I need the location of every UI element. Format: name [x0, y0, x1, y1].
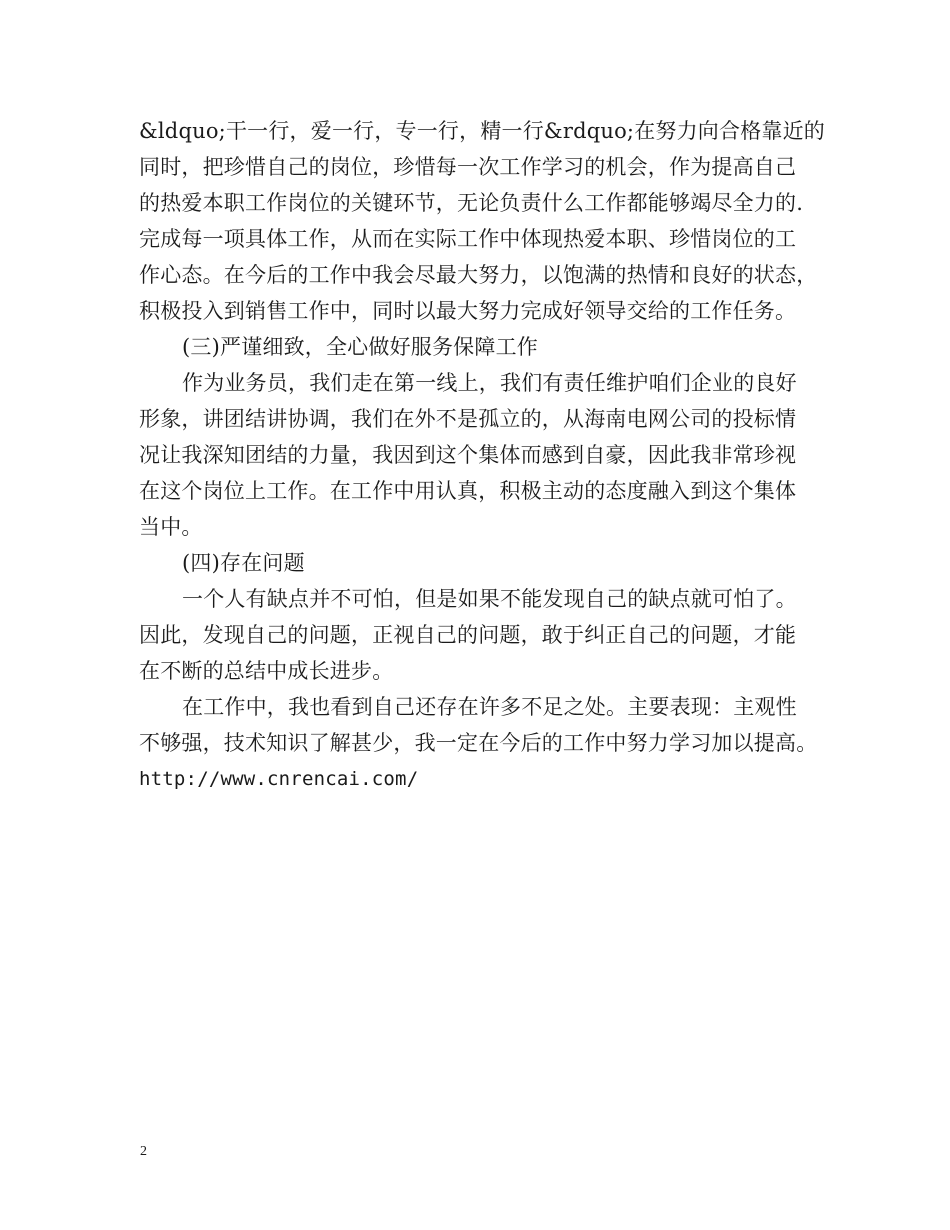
section-heading-3: (三)严谨细致，全心做好服务保障工作 [182, 335, 538, 359]
paragraph-line: 在工作中，我也看到自己还存在许多不足之处。主要表现：主观性 [182, 695, 797, 719]
paragraph-line: 一个人有缺点并不可怕，但是如果不能发现自己的缺点就可怕了。 [182, 587, 797, 611]
page-number: 2 [140, 1144, 147, 1159]
paragraph-line: 的热爱本职工作岗位的关键环节，无论负责什么工作都能够竭尽全力的. [139, 191, 804, 215]
paragraph-line: 在不断的总结中成长进步。 [139, 659, 394, 683]
paragraph-line: 况让我深知团结的力量，我因到这个集体而感到自豪，因此我非常珍视 [139, 443, 797, 467]
paragraph-line: 在这个岗位上工作。在工作中用认真，积极主动的态度融入到这个集体 [139, 479, 797, 503]
paragraph-line: 同时，把珍惜自己的岗位，珍惜每一次工作学习的机会，作为提高自己 [139, 155, 797, 179]
paragraph-line: 形象，讲团结讲协调，我们在外不是孤立的，从海南电网公司的投标情 [139, 407, 797, 431]
paragraph-line: 作心态。在今后的工作中我会尽最大努力，以饱满的热情和良好的状态， [139, 263, 818, 287]
paragraph-line: 因此，发现自己的问题，正视自己的问题，敢于纠正自己的问题，才能 [139, 623, 797, 647]
paragraph-line: 积极投入到销售工作中，同时以最大努力完成好领导交给的工作任务。 [139, 299, 797, 323]
paragraph-line: 当中。 [139, 515, 203, 539]
paragraph-line: 不够强，技术知识了解甚少，我一定在今后的工作中努力学习加以提高。 [139, 731, 818, 755]
paragraph-line: 作为业务员，我们走在第一线上，我们有责任维护咱们企业的良好 [182, 371, 797, 395]
section-heading-4: (四)存在问题 [182, 551, 305, 575]
source-url: http://www.cnrencai.com/ [139, 768, 419, 790]
document-body [139, 113, 829, 797]
paragraph-line: 完成每一项具体工作，从而在实际工作中体现热爱本职、珍惜岗位的工 [139, 227, 797, 251]
paragraph-line: &ldquo;干一行，爱一行，专一行，精一行&rdquo;在努力向合格靠近的 [139, 119, 825, 143]
